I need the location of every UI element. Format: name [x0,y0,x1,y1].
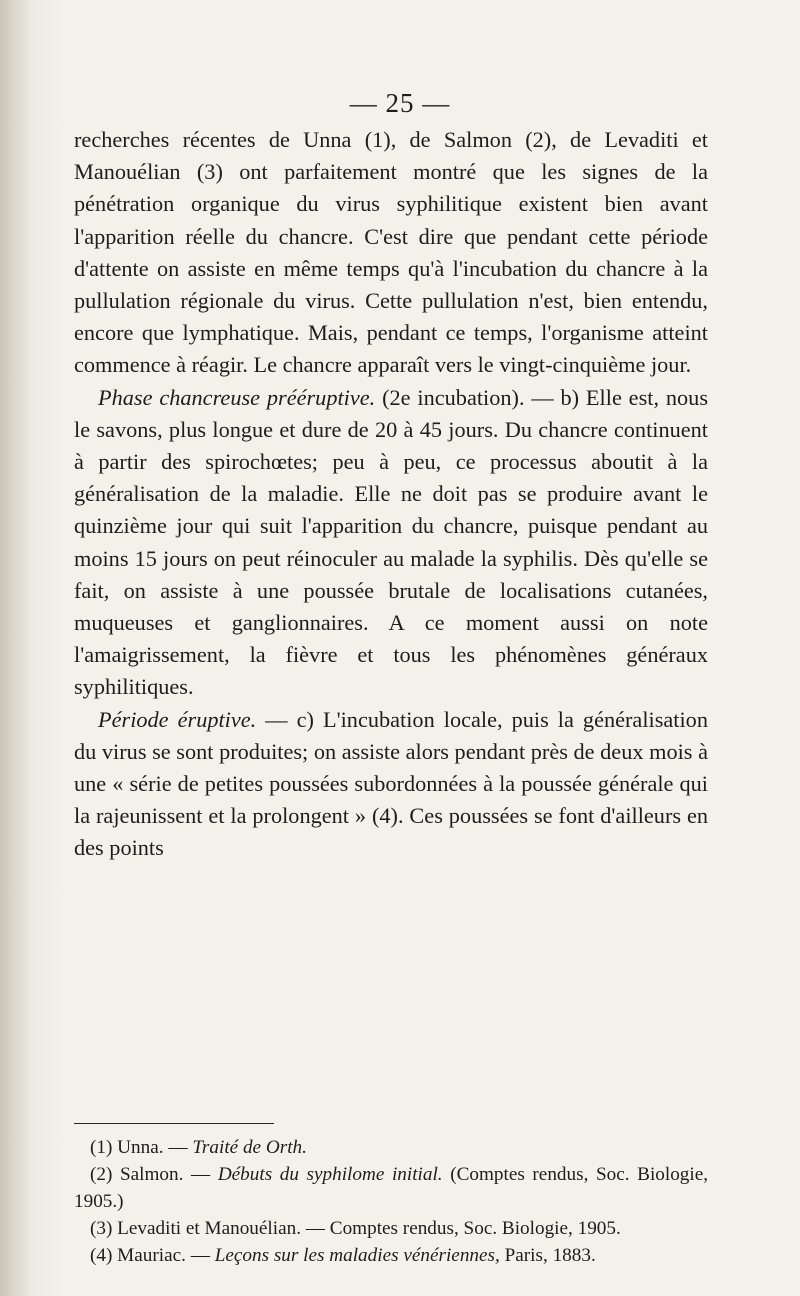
footnote-author: Levaditi et Manouélian. — [117,1218,325,1239]
paragraph-1 [74,124,708,382]
paragraph-2-heading: Phase chancreuse prééruptive. [98,384,376,410]
paragraph-1-text: recherches récentes de Unna (1), de Salmon (2), de Levaditi et Manouélian (3) ont parfaitement montré que les signes de la pénétration organique du virus syphilitique existent bien avant l'apparition réelle du chancre. C'est dire que pendant cette période d'attente on assiste en même temps qu'à l'incubation du chancre à la pullulation régionale du virus. Cette pullulation n'est, bien entendu, encore que lymphatique. Mais, pendant ce temps, l'organisme atteint commence à réagir. Le chancre apparaît vers le vingt-cinquième jour. [74,127,708,378]
footnote-separator [74,1123,274,1124]
footnote-title: Leçons sur les maladies vénériennes, [214,1245,500,1266]
footnote-4 [74,1242,708,1269]
body-text [74,124,708,865]
footnote-number: (4) [90,1245,113,1266]
footnote-rest: Comptes rendus, Soc. Biologie, 1905. [329,1218,621,1239]
footnote-author: Salmon. — [119,1164,211,1185]
paragraph-2-text: (2e incubation). — b) Elle est, nous le savons, plus longue et dure de 20 à 45 jours. Du chancre continuent à partir des spirochœtes; peu à peu, ce processus aboutit à la généralisation de la maladie. Elle ne doit pas se produire avant le quinzième jour qui suit l'apparition du chancre, puisque pendant au moins 15 jours on peut réinoculer au malade la syphilis. Dès qu'elle se fait, on assiste à une poussée brutale de localisations cutanées, muqueuses et ganglionnaires. A ce moment aussi on note l'amaigrissement, la fièvre et tous les phénomènes généraux syphilitiques. [74,384,708,700]
paragraph-3 [74,704,708,865]
footnote-number: (1) [90,1137,113,1158]
paragraph-3-text: — c) L'incubation locale, puis la généralisation du virus se sont produites; on assiste alors pendant près de deux mois à une « série de petites poussées subordonnées à la poussée générale qui la rajeunissent et la prolongent » (4). Ces poussées se font d'ailleurs en des points [74,706,708,861]
footnote-2 [74,1161,708,1215]
footnote-title: Traité de Orth. [192,1137,307,1158]
binding-edge [0,0,30,1296]
footnote-rest: Paris, 1883. [504,1245,596,1266]
footnote-rest: (Comptes rendus, Soc. Biologie, 1905.) [74,1164,709,1212]
page-number: — 25 — [349,88,451,118]
paragraph-3-heading: Période éruptive. [98,706,257,732]
footnote-number: (2) [90,1164,113,1185]
footnote-author: Mauriac. — [117,1245,210,1266]
paragraph-2 [74,382,708,704]
footnote-author: Unna. — [117,1137,188,1158]
footnote-number: (3) [90,1218,113,1239]
footnote-1 [74,1134,708,1161]
footnotes [74,1134,708,1269]
footnote-title: Débuts du syphilome initial. [217,1164,443,1185]
footnote-3 [74,1215,708,1242]
